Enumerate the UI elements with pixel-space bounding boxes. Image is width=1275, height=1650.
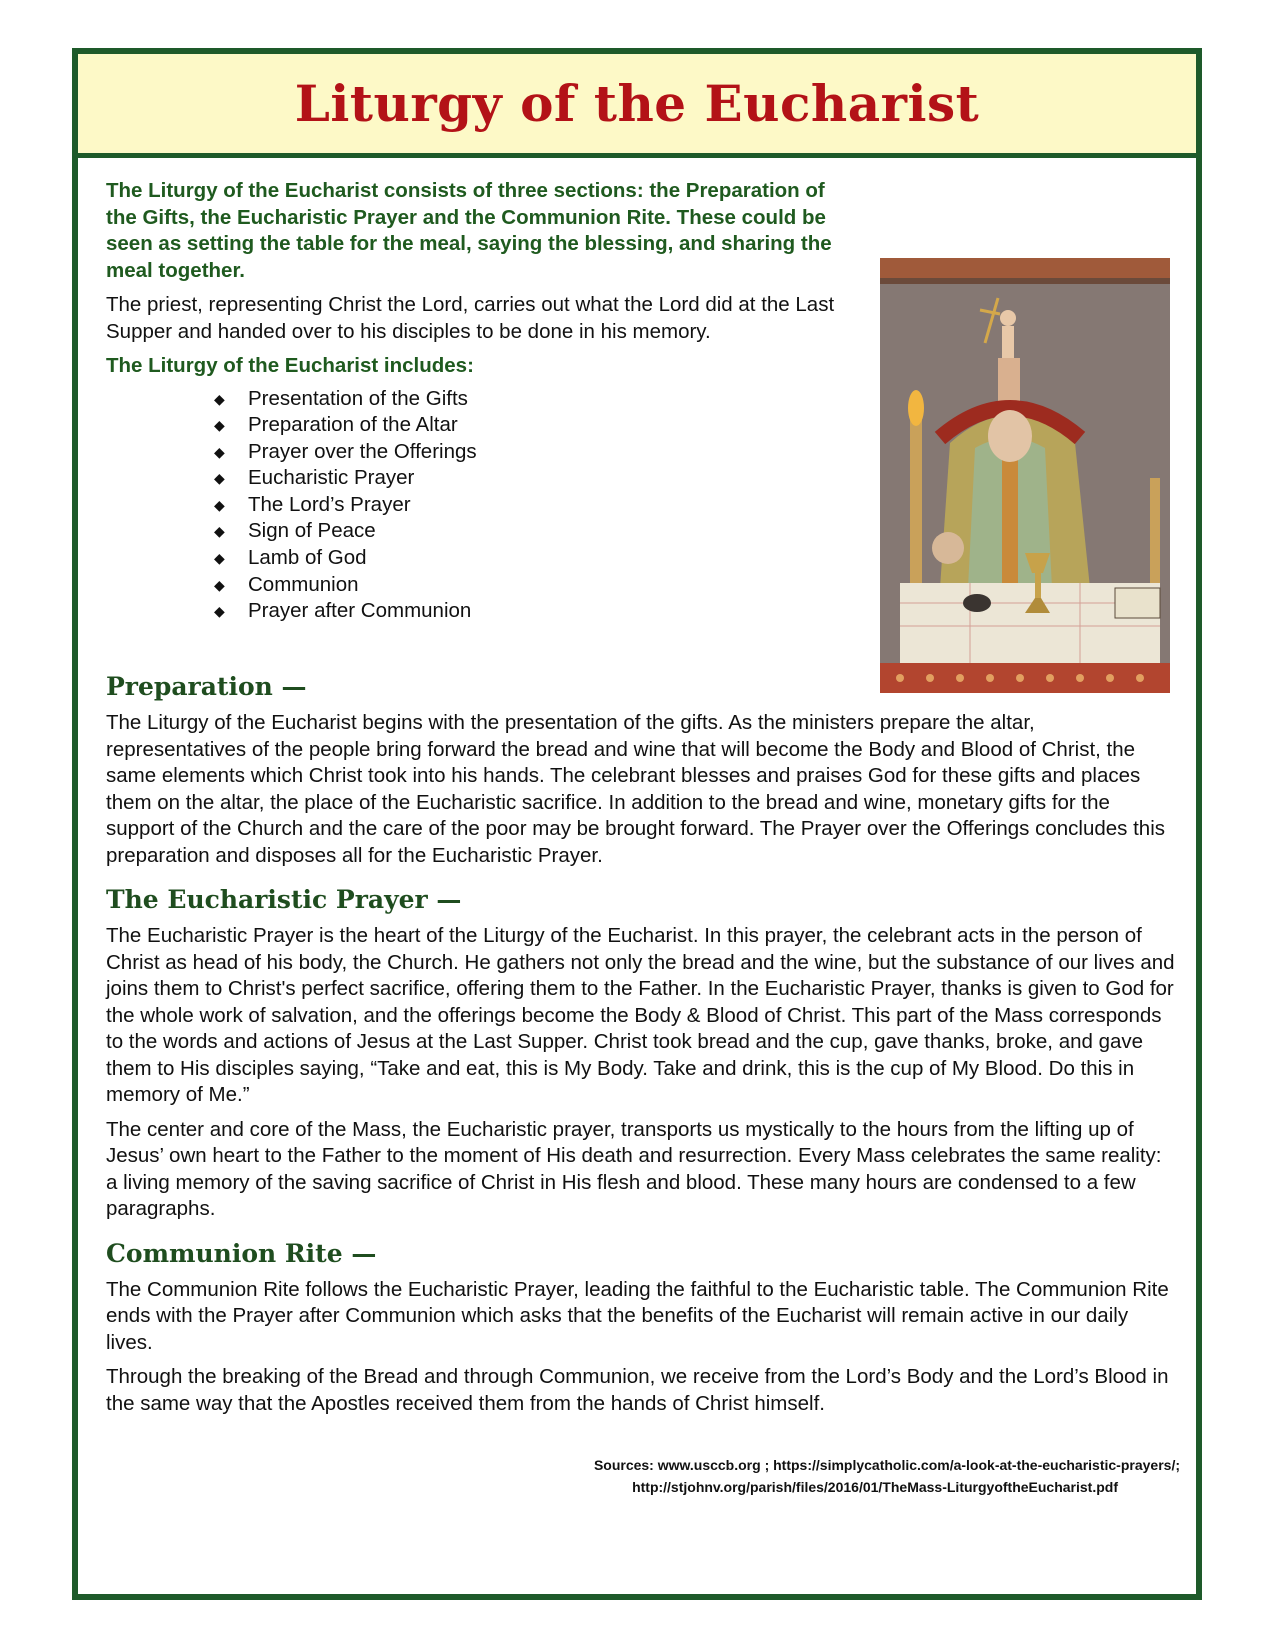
includes-heading: The Liturgy of the Eucharist includes:: [106, 354, 474, 377]
diamond-bullet-icon: ◆: [214, 523, 225, 540]
sources-citation: [78, 1454, 1180, 1498]
intro-text: [106, 178, 858, 625]
preparation-heading: Preparation —: [106, 672, 307, 701]
content-area: [106, 178, 1176, 1425]
diamond-bullet-icon: ◆: [214, 470, 225, 487]
list-item: ◆ Prayer after Communion: [214, 598, 858, 625]
sources-line-1: Sources: www.usccb.org ; https://simplycatholic.com/a-look-at-the-eucharistic-prayers/;: [593, 1457, 1180, 1473]
intro-paragraph: The priest, representing Christ the Lord, carries out what the Lord did at the Last Supper and handed over to his disciples to be done in his memory.: [106, 293, 835, 343]
diamond-bullet-icon: ◆: [214, 417, 225, 434]
eucharistic-prayer-text-2: The center and core of the Mass, the Eucharistic prayer, transports us mystically to the hours from the lifting up of Jesus’ own heart to the Father to the moment of His death and resurrection. Every Mass celebrates the same reality: a living memory of the saving sacrifice of Christ in His flesh and blood. These many hours are condensed to a few paragraphs.: [106, 1117, 1162, 1220]
diamond-bullet-icon: ◆: [214, 576, 225, 593]
list-item: ◆ Preparation of the Altar: [214, 412, 858, 439]
communion-rite-text-1: The Communion Rite follows the Eucharistic Prayer, leading the faithful to the Eucharistic table. The Communion Rite ends with the Prayer after Communion which asks that the benefits of the Eucharist will remain active in our daily lives.: [106, 1277, 1169, 1354]
preparation-text: The Liturgy of the Eucharist begins with the presentation of the gifts. As the ministers prepare the altar, representatives of the people bring forward the bread and wine that will become the Body and Blood of Christ, the same elements which Christ took into his hands. The celebrant blesses and praises God for these gifts and places them on the altar, the place of the Eucharistic sacrifice. In addition to the bread and wine, monetary gifts for the support of the Church and the care of the poor may be brought forward. The Prayer over the Offerings concludes this preparation and disposes all for the Eucharistic Prayer.: [106, 711, 1166, 867]
diamond-bullet-icon: ◆: [214, 390, 225, 407]
eucharistic-prayer-heading: The Eucharistic Prayer —: [106, 885, 462, 914]
diamond-bullet-icon: ◆: [214, 603, 225, 620]
intro-section: [106, 178, 1176, 656]
list-item: ◆ Prayer over the Offerings: [214, 439, 858, 466]
list-item: ◆ Eucharistic Prayer: [214, 465, 858, 492]
communion-rite-heading: Communion Rite —: [106, 1238, 377, 1268]
intro-lead: The Liturgy of the Eucharist consists of three sections: the Preparation of the Gifts, the Eucharistic Prayer and the Communion Rite. These could be seen as setting the table for the meal, saying the blessing, and sharing the meal together.: [106, 179, 832, 282]
fresco-image-priest-elevating-host: [880, 258, 1170, 693]
sources-line-2: http://stjohnv.org/parish/files/2016/01/TheMass-LiturgyoftheEucharist.pdf: [632, 1479, 1118, 1495]
diamond-bullet-icon: ◆: [214, 496, 225, 513]
title-banner: [78, 54, 1196, 158]
list-item: ◆ Sign of Peace: [214, 518, 858, 545]
liturgy-parts-list: [106, 386, 858, 625]
diamond-bullet-icon: ◆: [214, 550, 225, 567]
list-item: ◆ Communion: [214, 572, 858, 599]
eucharistic-prayer-text-1: The Eucharistic Prayer is the heart of the Liturgy of the Eucharist. In this prayer, the celebrant acts in the person of Christ as head of his body, the Church. He gathers not only the bread and the wine, but the substance of our lives and joins them to Christ's perfect sacrifice, offering them to the Father. In the Eucharistic Prayer, thanks is given to God for the whole work of salvation, and the offerings become the Body & Blood of Christ. This part of the Mass corresponds to the words and actions of Jesus at the Last Supper. Christ took bread and the cup, gave thanks, broke, and gave them to His disciples saying, “Take and eat, this is My Body. Take and drink, this is the cup of My Blood. Do this in memory of Me.”: [106, 924, 1175, 1106]
page-frame: [72, 48, 1202, 1600]
diamond-bullet-icon: ◆: [214, 443, 225, 460]
list-item: ◆ Lamb of God: [214, 545, 858, 572]
list-item: ◆ The Lord’s Prayer: [214, 492, 858, 519]
communion-rite-text-2: Through the breaking of the Bread and through Communion, we receive from the Lord’s Body and the Lord’s Blood in the same way that the Apostles received them from the hands of Christ himself.: [106, 1365, 1169, 1415]
list-item: ◆ Presentation of the Gifts: [214, 386, 858, 413]
page-title: Liturgy of the Eucharist: [294, 74, 980, 133]
